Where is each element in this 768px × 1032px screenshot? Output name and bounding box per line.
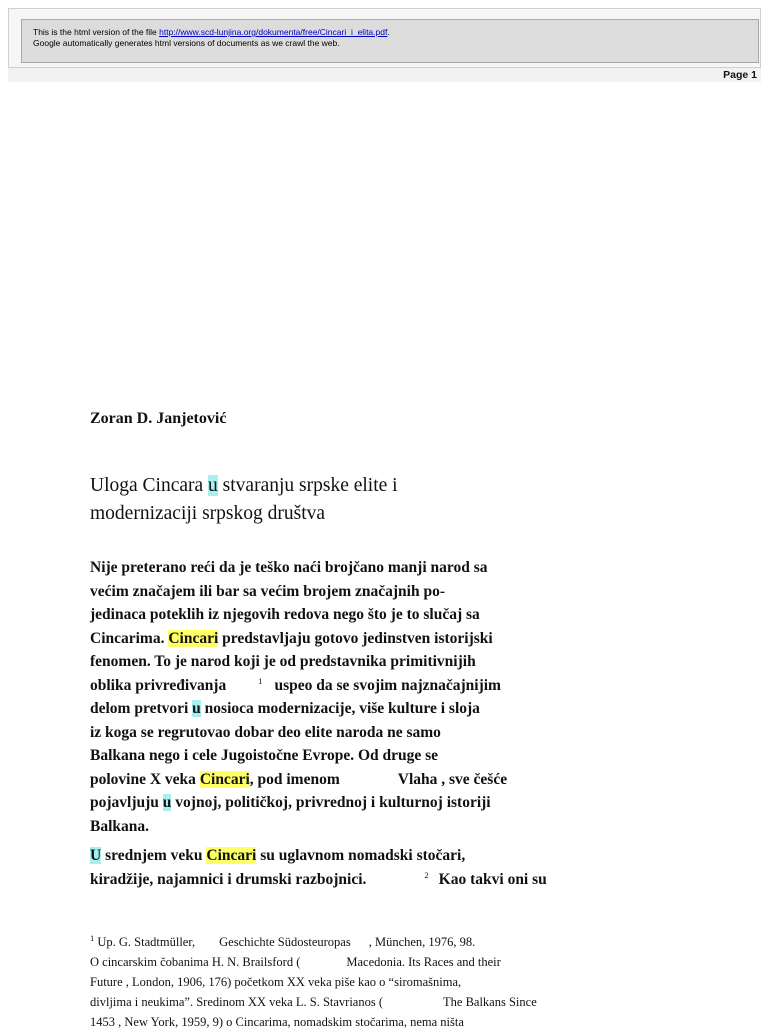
page-number-label: Page 1 <box>723 69 757 81</box>
title-text: Uloga Cincara <box>90 475 209 496</box>
search-highlight-u: u <box>192 700 201 717</box>
footnote-book-title: Macedonia. Its Races and their <box>346 955 501 969</box>
search-highlight-cincari: Cincari <box>168 629 219 647</box>
text-line <box>90 627 550 651</box>
footnote-line <box>90 952 590 972</box>
search-highlight-u: u <box>162 794 172 811</box>
search-highlight-u: U <box>90 847 102 864</box>
text-line <box>90 791 550 815</box>
title-text: stvaranju srpske elite i <box>217 475 398 496</box>
text-span: delom pretvori <box>90 700 193 717</box>
footnote-ref: 1 <box>258 675 263 686</box>
footnote-ref: 2 <box>424 869 429 880</box>
footnote-text: O cincarskim čobanima H. N. Brailsford ( <box>90 955 301 969</box>
text-span: , pod imenom <box>249 770 340 788</box>
cache-banner-frame <box>8 8 761 68</box>
text-line <box>90 674 550 698</box>
text-span: Kao takvi oni su <box>438 870 547 888</box>
search-highlight-u: u <box>208 475 218 496</box>
document-title <box>90 472 510 528</box>
footnote-number: 1 <box>90 933 95 943</box>
page-bar <box>8 68 761 82</box>
banner-suffix: . <box>387 27 390 37</box>
cache-banner <box>21 19 759 63</box>
banner-line-2: Google automatically generates html versions of documents as we crawl the web. <box>33 38 340 48</box>
text-span: oblika privređivanja <box>90 676 227 694</box>
footnote-book-title: Geschichte Südosteuropas <box>219 935 351 949</box>
search-highlight-cincari: Cincari <box>199 770 250 788</box>
text-span: polovine X veka <box>90 770 200 788</box>
title-line <box>90 472 510 500</box>
footnote-line <box>90 932 590 952</box>
text-span: Vlaha , sve češće <box>397 770 508 788</box>
text-line: Balkana. <box>90 817 150 835</box>
text-line <box>90 844 550 868</box>
body-text <box>90 556 550 891</box>
text-span: kiradžije, najamnici i drumski razbojnici. <box>90 870 367 888</box>
text-span: Cincarima. <box>90 629 169 647</box>
text-line <box>90 697 550 721</box>
text-span: vojnoj, političkoj, privrednoj i kulturnoj istoriji <box>171 794 491 811</box>
text-span: pojavljuju <box>90 794 163 811</box>
text-line: Nije preterano reći da je teško naći brojčano manji narod sa <box>90 559 488 576</box>
paragraph-2 <box>90 844 550 891</box>
text-line: iz koga se regrutovao dobar deo elite naroda ne samo <box>90 723 441 741</box>
footnote-text: divljima i neukima”. Sredinom XX veka L. S. Stavrianos ( <box>90 995 384 1009</box>
banner-line-1 <box>33 27 747 38</box>
footnote-line: 1453 , New York, 1959, 9) o Cincarima, nomadskim stočarima, nema ništa <box>90 1015 464 1029</box>
text-line: jedinaca poteklih iz njegovih redova nego što je to slučaj sa <box>90 606 480 623</box>
footnote-line <box>90 992 590 1012</box>
text-span: su uglavnom nomadski stočari, <box>256 847 466 864</box>
text-span: predstavljaju gotovo jedinstven istorijski <box>218 629 493 647</box>
search-highlight-cincari: Cincari <box>206 847 257 864</box>
author-name: Zoran D. Janjetović <box>90 410 227 427</box>
footnote-text: Up. G. Stadtmüller, <box>94 935 196 949</box>
text-line <box>90 868 550 892</box>
text-span: srednjem veku <box>101 847 207 864</box>
text-line: Balkana nego i cele Jugoistočne Evrope. Od druge se <box>90 747 439 764</box>
footnote-line: Future , London, 1906, 176) početkom XX veka piše kao o “siromašnima, <box>90 975 462 989</box>
paragraph-1 <box>90 556 550 838</box>
footnote-book-title: The Balkans Since <box>443 995 537 1009</box>
text-line <box>90 768 550 792</box>
title-line: modernizaciji srpskog društva <box>90 503 326 524</box>
text-line: većim značajem ili bar sa većim brojem značajnih po- <box>90 582 446 600</box>
text-span: uspeo da se svojim najznačajnijim <box>274 676 501 694</box>
banner-prefix: This is the html version of the file <box>33 27 160 37</box>
footnote-text: , München, 1976, 98. <box>368 935 476 949</box>
text-line: fenomen. To je narod koji je od predstavnika primitivnijih <box>90 653 476 670</box>
text-span: nosioca modernizacije, više kulture i sloja <box>200 700 480 717</box>
source-file-link[interactable]: http://www.scd-lunjina.org/dokumenta/free/Cincari_i_elita.pdf <box>159 27 388 37</box>
footnotes <box>90 932 590 1032</box>
